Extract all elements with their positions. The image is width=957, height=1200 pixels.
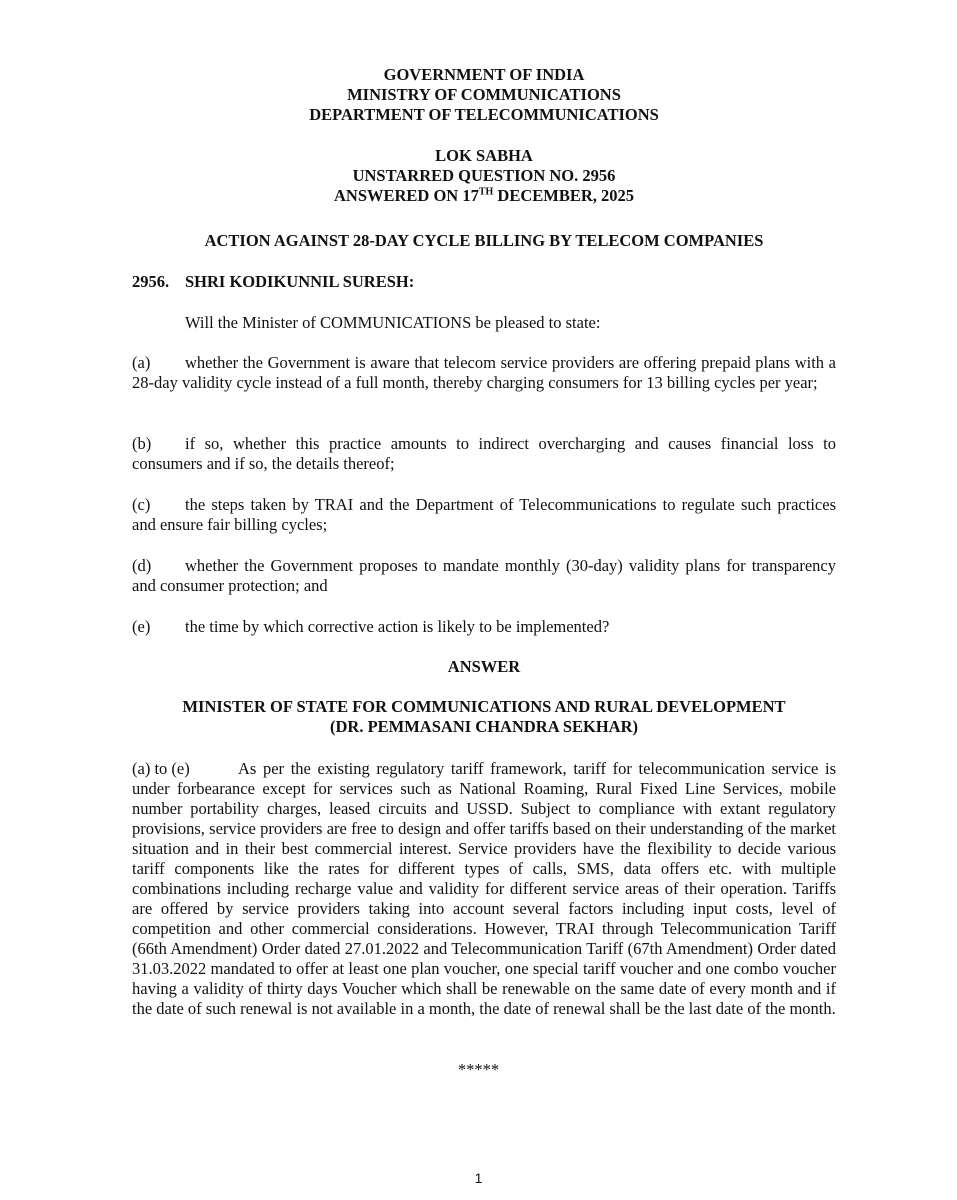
member-name: SHRI KODIKUNNIL SURESH: xyxy=(185,272,415,291)
part-label: (a) xyxy=(132,353,151,372)
part-text: whether the Government is aware that telecom service providers are offering prepaid plans with a 28-day validity cycle instead of a full month, thereby charging consumers for 13 billing cycles per year; xyxy=(132,353,836,392)
govt-line: GOVERNMENT OF INDIA xyxy=(383,65,585,84)
answer-heading: ANSWER xyxy=(447,657,521,676)
part-text: if so, whether this practice amounts to indirect overcharging and causes financial loss to consumers and if so, the details thereof; xyxy=(132,434,836,473)
part-text: the steps taken by TRAI and the Department of Telecommunications to regulate such practices and ensure fair billing cycles; xyxy=(132,495,836,534)
end-mark: ***** xyxy=(457,1060,500,1079)
question-no: 2956. xyxy=(132,272,170,291)
answered-date: ANSWERED ON 17TH DECEMBER, 2025 xyxy=(333,186,635,205)
answer-text: As per the existing regulatory tariff framework, tariff for telecommunication service is under forbearance except for services such as National Roaming, Rural Fixed Line Services, mobile number portability charges, leased circuits and USSD. Subject to compliance with extant regulatory provisions, service providers are free to design and offer tariffs based on their understanding of the market situation and in their best commercial interest. Service providers have the flexibility to decide various tariff components like the rates for different types of calls, SMS, data offers etc. with multiple combinations including recharge value and validity for different service areas of their operation. Tariffs are offered by service providers taking into account several factors including input costs, level of competition and other commercial considerations. However, TRAI through Telecommunication Tariff (66th Amendment) Order dated 27.01.2022 and Telecommunication Tariff (67th Amendment) Order dated 31.03.2022 mandated to offer at least one plan voucher, one special tariff voucher and one combo voucher having a validity of thirty days Voucher which shall be renewable on the same date of every month and if the date of such renewal is not available in a month, the date of renewal shall be the last date of the month. xyxy=(132,759,836,1018)
question-part-c xyxy=(132,495,836,535)
house-name: LOK SABHA xyxy=(435,146,533,165)
minister-title: MINISTER OF STATE FOR COMMUNICATIONS AND RURAL DEVELOPMENT xyxy=(182,697,786,716)
department-line: DEPARTMENT OF TELECOMMUNICATIONS xyxy=(309,105,659,124)
question-part-e xyxy=(132,617,836,637)
question-part-a xyxy=(132,353,836,393)
part-text: whether the Government proposes to mandate monthly (30-day) validity plans for transparency and consumer protection; and xyxy=(132,556,836,595)
minister-block xyxy=(132,697,836,737)
subject-title: ACTION AGAINST 28-DAY CYCLE BILLING BY TELECOM COMPANIES xyxy=(204,231,764,250)
question-heading xyxy=(132,272,414,292)
part-label: (c) xyxy=(132,495,151,514)
letterhead xyxy=(132,65,836,125)
part-label: (b) xyxy=(132,434,152,453)
question-intro: Will the Minister of COMMUNICATIONS be pleased to state: xyxy=(185,313,601,332)
part-label: (e) xyxy=(132,617,151,636)
part-label: (d) xyxy=(132,556,152,575)
house-block xyxy=(132,146,836,206)
question-part-d xyxy=(132,556,836,596)
question-number: UNSTARRED QUESTION NO. 2956 xyxy=(352,166,616,185)
page-number: 1 xyxy=(474,1170,483,1186)
answer-body xyxy=(132,759,836,1019)
minister-name: (DR. PEMMASANI CHANDRA SEKHAR) xyxy=(330,717,638,736)
part-text: the time by which corrective action is likely to be implemented? xyxy=(185,617,610,636)
ministry-line: MINISTRY OF COMMUNICATIONS xyxy=(347,85,621,104)
answer-label: (a) to (e) xyxy=(132,759,190,778)
question-part-b xyxy=(132,434,836,474)
